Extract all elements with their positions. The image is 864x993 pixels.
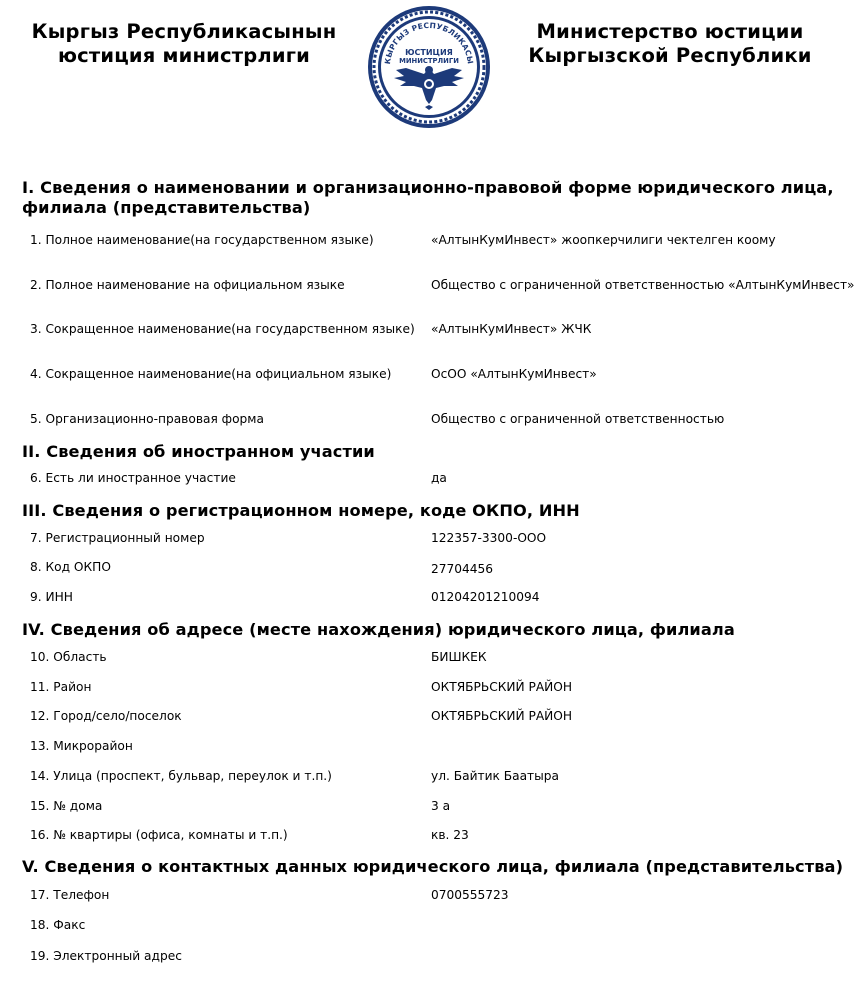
document-header [0, 0, 864, 150]
ministry-title-kyrgyz [14, 20, 354, 68]
field-label: 16. № квартиры (офиса, комнаты и т.п.) [30, 828, 288, 842]
field-value: «АлтынКумИнвест» ЖЧК [431, 322, 592, 336]
field-value: кв. 23 [431, 828, 469, 842]
field-label: 14. Улица (проспект, бульвар, переулок и т.п.) [30, 769, 332, 783]
section-title-naming [22, 178, 834, 218]
seal-mid-text-1: ЮСТИЦИЯ [405, 48, 453, 57]
field-value: ОКТЯБРЬСКИЙ РАЙОН [431, 709, 573, 723]
field-label: 7. Регистрационный номер [30, 531, 205, 545]
section-title-naming-line2: филиала (представительства) [22, 198, 311, 217]
field-value: 122357-3300-ООО [431, 531, 547, 545]
field-label: 1. Полное наименование(на государственном языке) [30, 233, 374, 247]
section-title-naming-line1: I. Сведения о наименовании и организационно-правовой форме юридического лица, [22, 178, 834, 197]
seal-top-text: КЫРГЫЗ РЕСПУБЛИКАСЫ [383, 20, 476, 65]
field-label: 3. Сокращенное наименование(на государственном языке) [30, 322, 415, 336]
field-label: 13. Микрорайон [30, 739, 133, 753]
field-value: 3 а [431, 799, 451, 813]
field-value: Общество с ограниченной ответственностью «АлтынКумИнвест» [431, 278, 855, 292]
field-label: 10. Область [30, 650, 107, 664]
field-label: 2. Полное наименование на официальном языке [30, 278, 345, 292]
field-value: Общество с ограниченной ответственностью [431, 412, 725, 426]
field-value: 01204201210094 [431, 590, 540, 604]
section-title-contacts: V. Сведения о контактных данных юридического лица, филиала (представительства) [22, 857, 844, 876]
field-value: ОКТЯБРЬСКИЙ РАЙОН [431, 680, 573, 694]
field-value: «АлтынКумИнвест» жоопкерчилиги чектелген коому [431, 233, 776, 247]
field-label: 11. Район [30, 680, 92, 694]
field-label: 15. № дома [30, 799, 103, 813]
ministry-title-russian-line1: Министерство юстиции [536, 20, 804, 43]
ministry-seal-icon [366, 4, 492, 130]
section-title-foreign-participation: II. Сведения об иностранном участии [22, 442, 375, 461]
section-title-address: IV. Сведения об адресе (месте нахождения) юридического лица, филиала [22, 620, 735, 639]
field-value: БИШКЕК [431, 650, 487, 664]
section-title-registration: III. Сведения о регистрационном номере, коде ОКПО, ИНН [22, 501, 580, 520]
field-label: 12. Город/село/поселок [30, 709, 182, 723]
field-value: 0700555723 [431, 888, 509, 902]
field-label: 9. ИНН [30, 590, 73, 604]
field-label: 5. Организационно-правовая форма [30, 412, 264, 426]
field-value: да [431, 471, 447, 485]
field-label: 6. Есть ли иностранное участие [30, 471, 236, 485]
ministry-title-kyrgyz-line1: Кыргыз Республикасынын [31, 20, 337, 43]
field-value: ул. Байтик Баатыра [431, 769, 559, 783]
field-value: ОсОО «АлтынКумИнвест» [431, 367, 597, 381]
field-value: 27704456 [431, 562, 494, 576]
field-label: 8. Код ОКПО [30, 560, 111, 574]
ministry-title-russian-line2: Кыргызской Республики [528, 44, 812, 67]
field-label: 17. Телефон [30, 888, 110, 902]
field-label: 19. Электронный адрес [30, 949, 182, 963]
seal-mid-text-2: МИНИСТРЛИГИ [399, 57, 459, 65]
field-label: 4. Сокращенное наименование(на официальном языке) [30, 367, 392, 381]
ministry-title-kyrgyz-line2: юстиция министрлиги [57, 44, 311, 67]
ministry-title-russian [500, 20, 840, 68]
field-label: 18. Факс [30, 918, 86, 932]
